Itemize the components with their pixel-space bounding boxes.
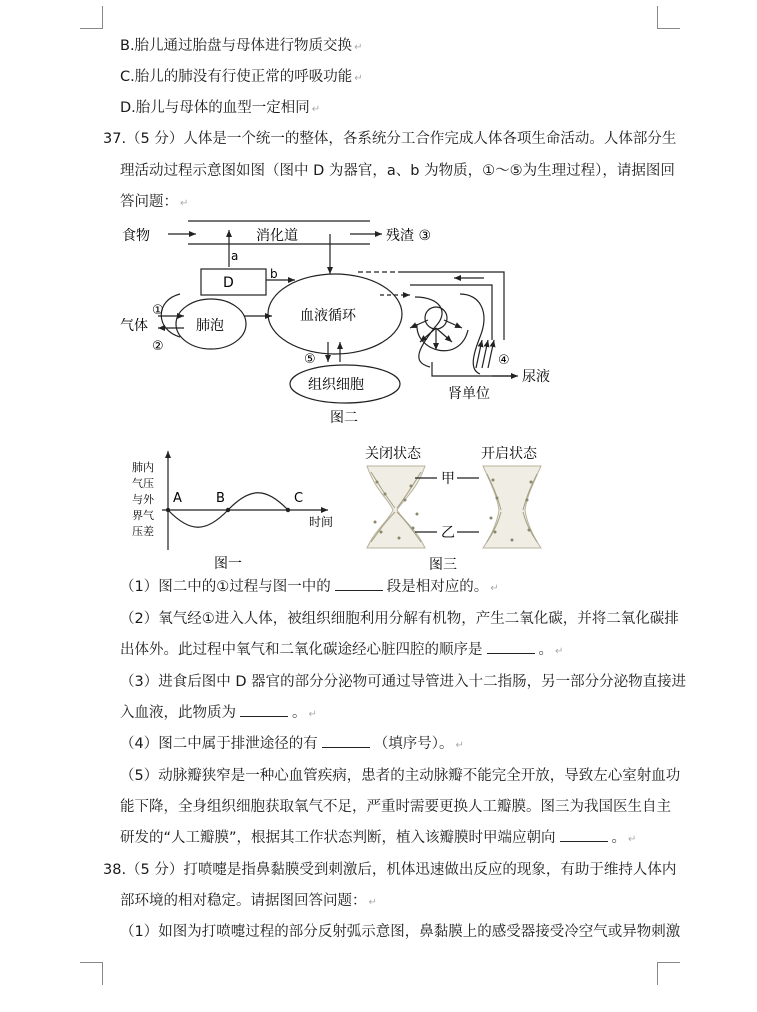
process-2-label: ② [152,339,164,354]
ylabel-line2: 气压 [132,477,154,490]
corner-mark-bottom-right [657,962,680,985]
residue-label: 残渣 ③ [386,228,432,244]
figure-two-diagram [110,212,570,434]
answer-blank[interactable] [560,829,608,842]
blood-circulation-label: 血液循环 [300,308,356,324]
gas-label: 气体 [120,318,148,334]
q37-sub1: （1）图二中的①过程与图一中的 段是相对应的。 ↵ [120,579,499,595]
alveoli-label: 肺泡 [196,318,224,334]
answer-blank[interactable] [240,704,288,717]
figure-one-graph [128,447,343,575]
substance-a-label: a [231,249,239,263]
answer-blank[interactable] [487,641,535,654]
q37-stem-line1: 37.（5 分）人体是一个统一的整体，各系统分工合作完成人体各项生命活动。人体部分生 [103,131,677,147]
corner-mark-bottom-left [80,962,103,985]
q37-sub2-line1: （2）氧气经①进入人体，被组织细胞利用分解有机物，产生二氧化碳，并将二氧化碳排 [120,611,679,627]
option-c: C.胎儿的肺没有行使正常的呼吸功能 ↵ [120,69,363,85]
q37-sub2-line2: 出体外。此过程中氧气和二氧化碳途经心脏四腔的顺序是 。 ↵ [120,642,564,658]
tissue-cells-label: 组织细胞 [308,377,364,393]
q38-sub1: （1）如图为打喷嚏过程的部分反射弧示意图，鼻黏膜上的感受器接受冷空气或异物刺激 [120,924,681,940]
end-yi-label: 乙 [441,525,455,541]
ylabel-line1: 肺内 [132,461,154,474]
food-label: 食物 [122,228,150,244]
point-c-label: C [294,491,304,506]
q37-sub5-line3: 研发的“人工瓣膜”，根据其工作状态判断，植入该瓣膜时甲端应朝向 。 ↵ [120,830,637,846]
q37-stem-line3: 答问题： ↵ [120,194,189,210]
digestive-tract-label: 消化道 [256,228,298,244]
nephron-label: 肾单位 [448,386,490,402]
urine-label: 尿液 [522,369,550,385]
answer-blank[interactable] [322,735,370,748]
organ-d-label: D [223,275,234,291]
process-5-label: ⑤ [304,352,316,367]
q37-sub3-line2: 入血液，此物质为 。 ↵ [120,705,317,721]
ylabel-line5: 压差 [132,525,154,538]
q37-sub5-line1: （5）动脉瓣狭窄是一种心血管疾病，患者的主动脉瓣不能完全开放，导致左心室射血功 [120,768,681,784]
q37-sub3-line1: （3）进食后图中 D 器官的部分分泌物可通过导管进入十二指肠，另一部分分泌物直接进 [120,674,687,690]
time-axis-label: 时间 [309,515,334,529]
figure-three-valve [355,442,555,576]
q37-sub4: （4）图二中属于排泄途径的有 （填序号）。 ↵ [120,736,464,752]
process-1-label: ① [152,303,164,318]
option-d: D.胎儿与母体的血型一定相同 ↵ [120,100,321,116]
point-b-label: B [216,491,225,506]
corner-mark-top-left [80,6,103,29]
option-b: B.胎儿通过胎盘与母体进行物质交换 ↵ [120,38,363,54]
substance-b-label: b [270,267,278,281]
end-jia-label: 甲 [441,471,455,487]
valve-open-image [483,466,541,548]
process-4-label: ④ [498,353,510,368]
ylabel-line4: 界气 [132,509,154,522]
closed-state-label: 关闭状态 [365,446,421,462]
figure-three-caption: 图三 [429,557,457,573]
open-state-label: 开启状态 [481,446,537,462]
corner-mark-top-right [657,6,680,29]
q38-stem-line2: 部环境的相对稳定。请据图回答问题： ↵ [120,893,377,909]
answer-blank[interactable] [335,578,383,591]
q37-stem-line2: 理活动过程示意图如图（图中 D 为器官，a、b 为物质，①～⑤为生理过程），请据图回 [120,163,675,179]
q37-sub5-line2: 能下降，全身组织细胞获取氧气不足，严重时需要更换人工瓣膜。图三为我国医生自主 [120,799,671,815]
figure-two-caption: 图二 [330,410,358,426]
point-a-label: A [173,491,182,506]
q38-stem-line1: 38.（5 分）打喷嚏是指鼻黏膜受到刺激后，机体迅速做出反应的现象，有助于维持人体内 [103,862,677,878]
ylabel-line3: 与外 [132,493,154,506]
figure-one-caption: 图一 [214,556,242,572]
